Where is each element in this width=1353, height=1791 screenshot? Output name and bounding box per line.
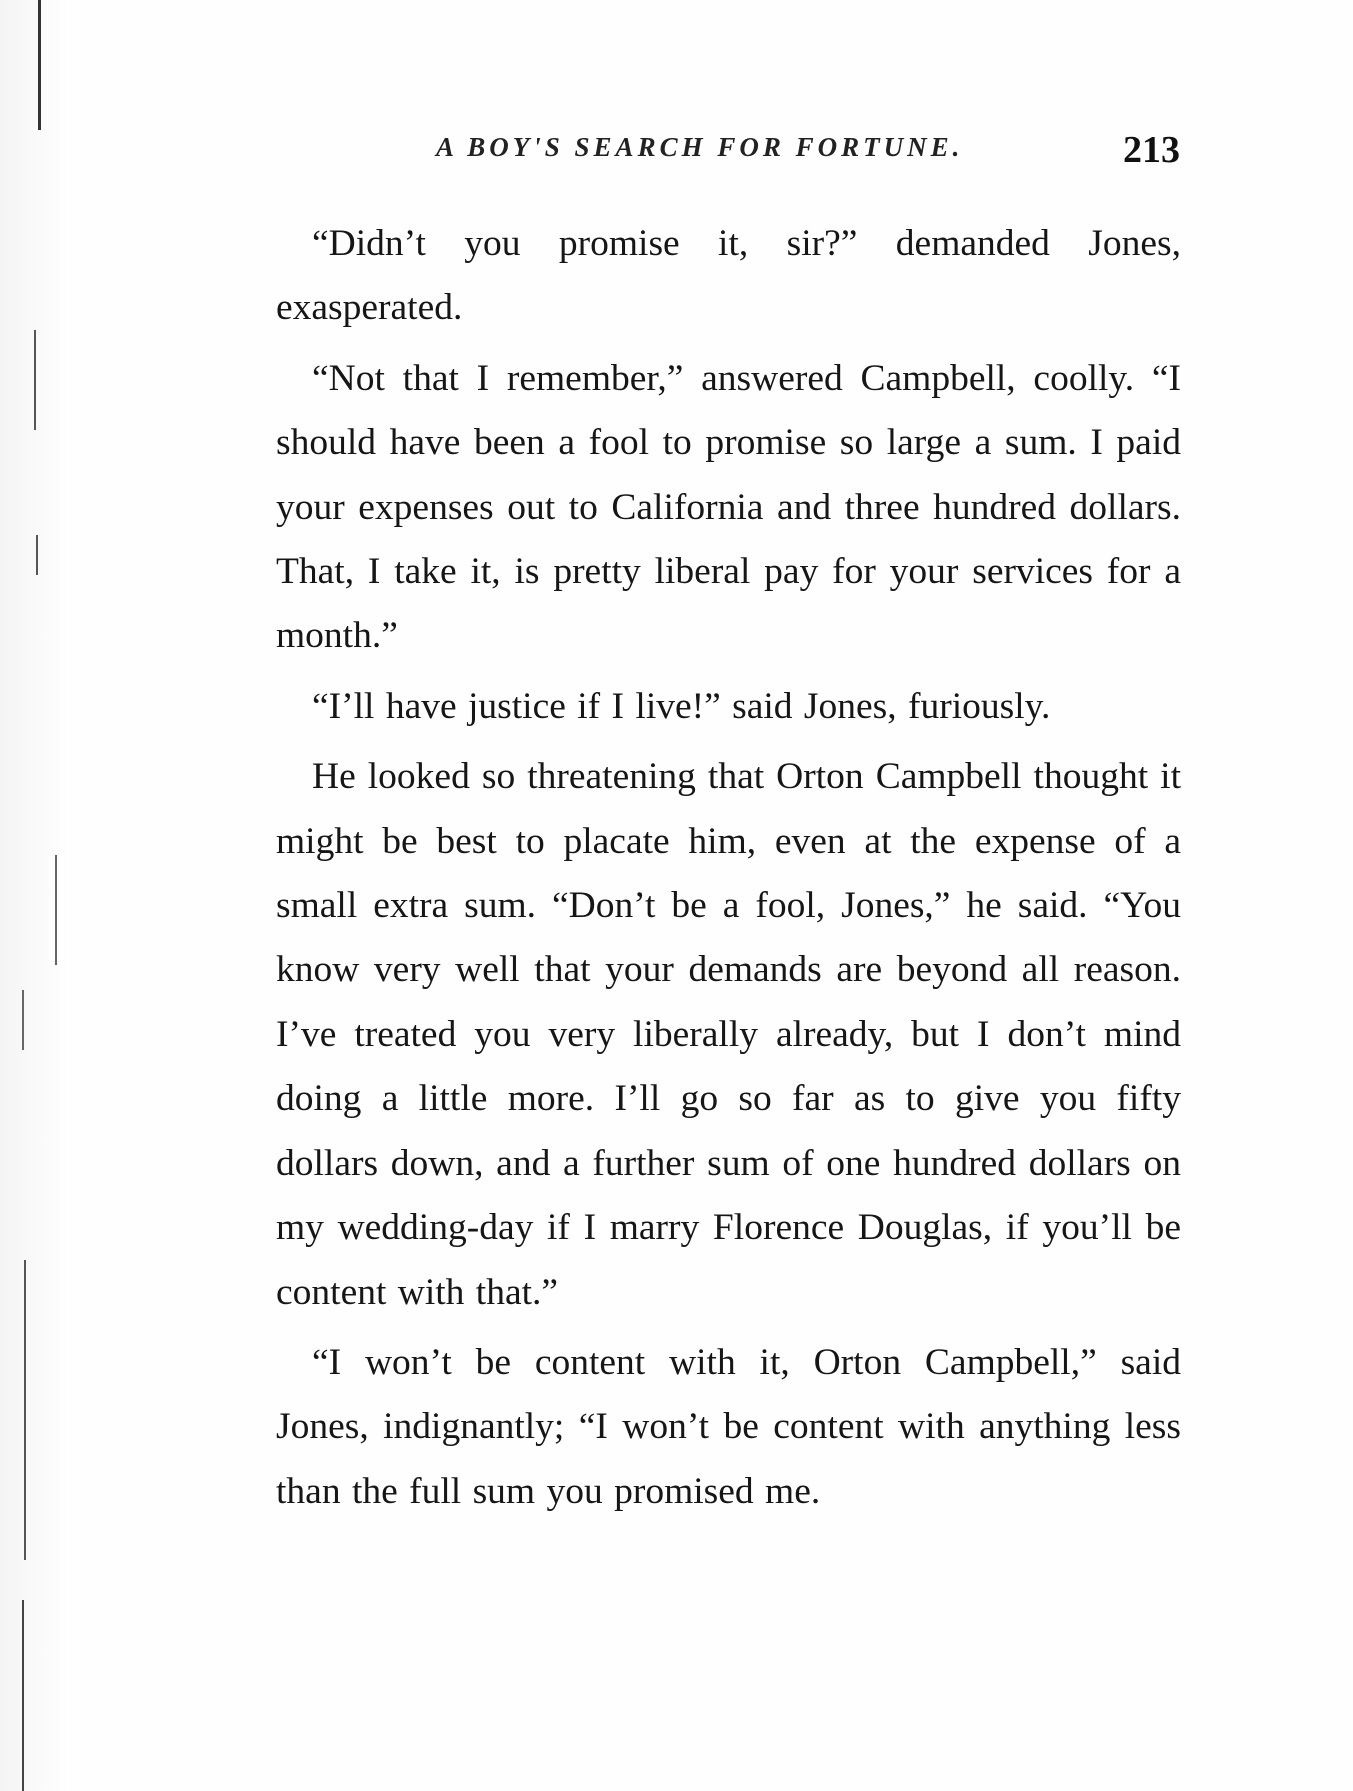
binding-edge: [0, 0, 70, 1791]
paragraph: “I won’t be content with it, Orton Campbell,” said Jones, indignantly; “I won’t be content with anything less than the full sum you promised me.: [276, 1341, 1181, 1512]
binding-mark: [34, 330, 36, 430]
binding-mark: [24, 1260, 26, 1560]
binding-mark: [22, 990, 24, 1050]
body-text: [276, 212, 1181, 1530]
paragraph: “I’ll have justice if I live!” said Jones, furiously.: [312, 685, 1051, 727]
binding-mark: [55, 855, 57, 965]
binding-mark: [22, 1600, 24, 1791]
binding-mark: [36, 535, 38, 575]
binding-mark: [38, 0, 41, 130]
paragraph: He looked so threatening that Orton Campbell thought it might be best to placate him, even at the expense of a small extra sum. “Don’t be a fool, Jones,” he said. “You know very well that your demands are beyond all reason. I’ve treated you very liberally already, but I don’t mind doing a little more. I’ll go so far as to give you fifty dollars down, and a further sum of one hundred dollars on my wedding-day if I marry Florence Douglas, if you’ll be content with that.”: [276, 756, 1181, 1313]
paragraph: “Not that I remember,” answered Campbell, coolly. “I should have been a fool to promise so large a sum. I paid your expenses out to California and three hundred dollars. That, I take it, is pretty liberal pay for your services for a month.”: [276, 357, 1181, 657]
page-number: 213: [1123, 129, 1180, 171]
running-head: [276, 128, 1190, 178]
paragraph: “Didn’t you promise it, sir?” demanded Jones, exasperated.: [276, 223, 1181, 329]
running-title: A BOY'S SEARCH FOR FORTUNE.: [436, 132, 964, 162]
